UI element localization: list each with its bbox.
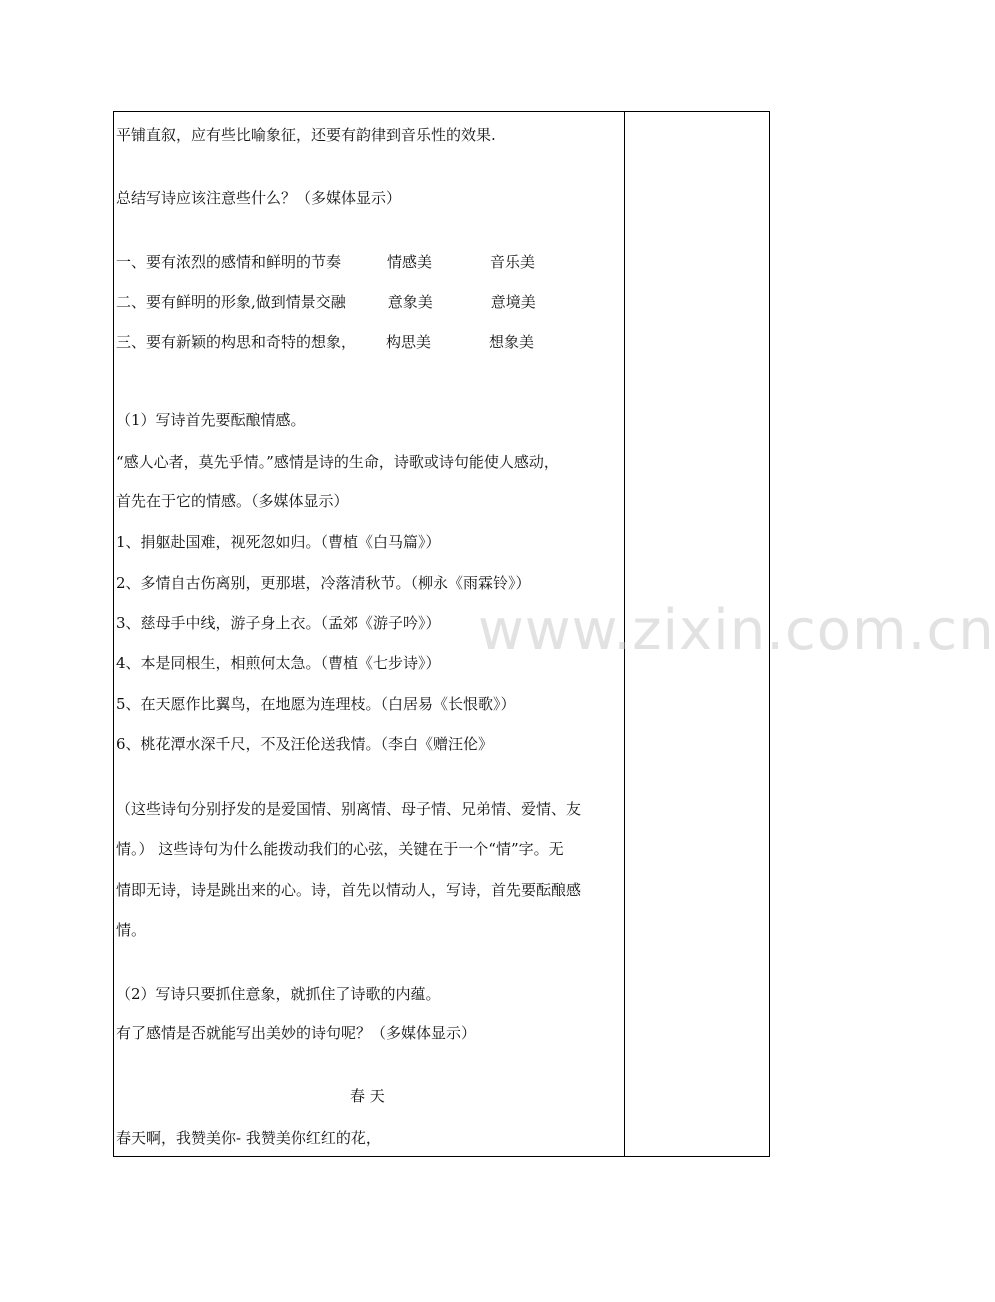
text-line: 情。 — [116, 921, 147, 939]
point-tag: 构思美 — [386, 333, 432, 351]
text-line: 首先在于它的情感。（多媒体显示） — [116, 492, 349, 510]
point-text: 一、要有浓烈的感情和鲜明的节奏 — [116, 253, 342, 271]
point-text: 三、要有新颖的构思和奇特的想象， — [116, 333, 357, 351]
text-line: 平铺直叙，应有些比喻象征，还要有韵律到音乐性的效果. — [116, 126, 496, 144]
text-line: （2）写诗只要抓住意象，就抓住了诗歌的内蕴。 — [116, 985, 441, 1003]
point-line — [116, 252, 535, 272]
poem-title: 春 天 — [350, 1087, 385, 1105]
text-line: 有了感情是否就能写出美妙的诗句呢？（多媒体显示） — [116, 1024, 477, 1042]
point-line — [116, 292, 536, 312]
text-line: 1、捐躯赴国难，视死忽如归。（曹植《白马篇》） — [116, 533, 441, 551]
text-line: “感人心者，莫先乎情。”感情是诗的生命，诗歌或诗句能使人感动， — [116, 453, 559, 471]
text-line: 6、桃花潭水深千尺，不及汪伦送我情。（李白《赠汪伦》 — [116, 735, 494, 753]
text-line: 2、多情自古伤离别，更那堪，冷落清秋节。（柳永《雨霖铃》） — [116, 574, 531, 592]
text-line: 情即无诗，诗是跳出来的心。诗，首先以情动人，写诗，首先要酝酿感 — [116, 881, 582, 899]
text-line: 情。） 这些诗句为什么能拨动我们的心弦，关键在于一个“情”字。无 — [116, 840, 564, 858]
point-tag: 想象美 — [489, 333, 535, 351]
text-line: 总结写诗应该注意些什么？（多媒体显示） — [116, 189, 402, 207]
point-tag: 意象美 — [387, 293, 433, 311]
point-line — [116, 332, 534, 352]
text-line: 3、慈母手中线，游子身上衣。（孟郊《游子吟》） — [116, 614, 441, 632]
text-line: （这些诗句分别抒发的是爱国情、别离情、母子情、兄弟情、爱情、友 — [116, 800, 582, 818]
watermark: www.zixin.com.cn — [478, 598, 995, 663]
point-tag: 音乐美 — [490, 253, 536, 271]
text-line: （1）写诗首先要酝酿情感。 — [116, 411, 306, 429]
point-tag: 意境美 — [490, 293, 536, 311]
text-line: 4、本是同根生，相煎何太急。（曹植《七步诗》） — [116, 654, 441, 672]
text-line: 春天啊，我赞美你- 我赞美你红红的花， — [116, 1129, 381, 1147]
point-text: 二、要有鲜明的形象,做到情景交融 — [116, 293, 346, 311]
point-tag: 情感美 — [387, 253, 433, 271]
text-line: 5、在天愿作比翼鸟，在地愿为连理枝。（白居易《长恨歌》） — [116, 695, 516, 713]
